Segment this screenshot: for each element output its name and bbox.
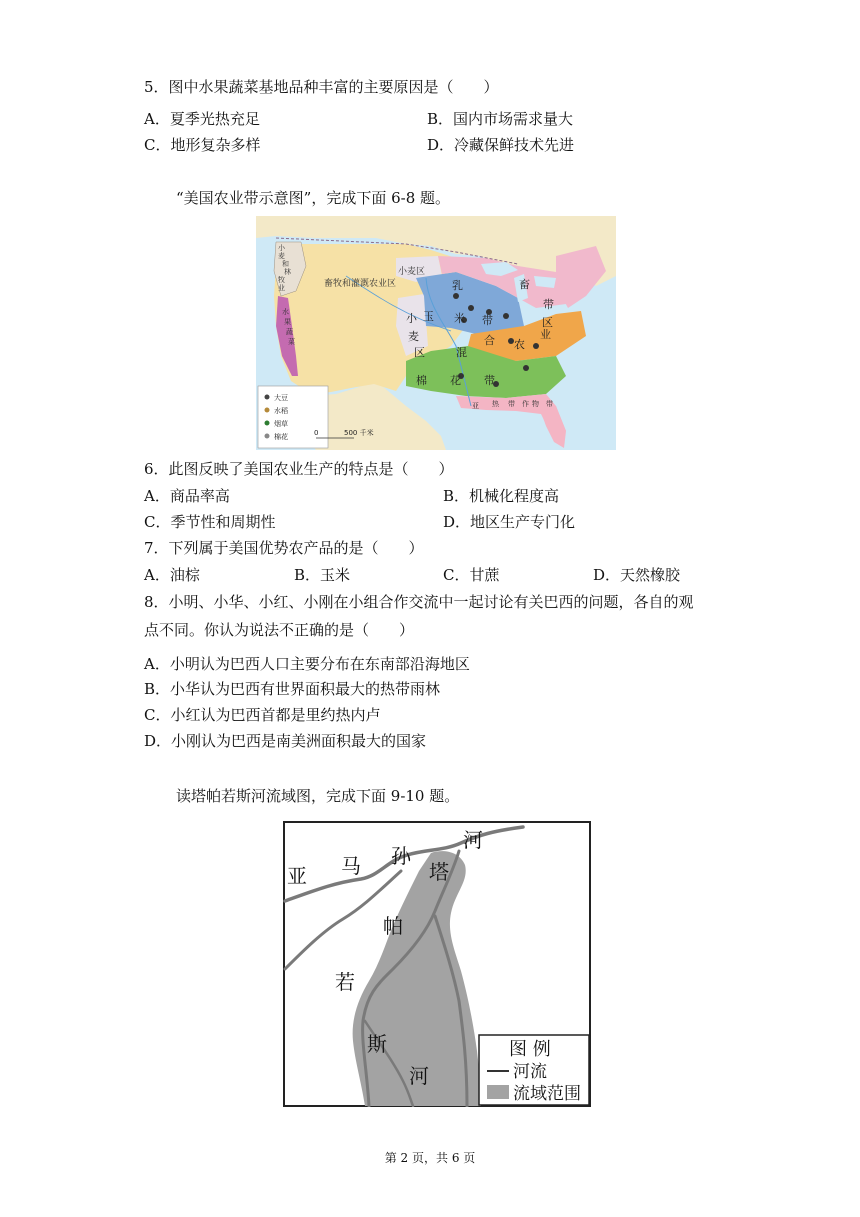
- label-tapajos-5: 河: [409, 1064, 429, 1088]
- label-dairy-3: 带: [543, 298, 554, 311]
- label-cotton-1: 棉: [416, 374, 427, 387]
- q5-option-c: C．地形复杂多样: [144, 136, 261, 154]
- q5-option-b: B．国内市场需求量大: [427, 110, 574, 128]
- label-subtropical-2: 热: [492, 400, 499, 408]
- q7-option-c: C．甘蔗: [443, 566, 500, 584]
- q5-option-d: D．冷藏保鲜技术先进: [427, 136, 575, 154]
- label-mixed-2: 合: [484, 334, 495, 347]
- label-subtropical-5: 物: [532, 400, 539, 408]
- q6-option-a: A．商品率高: [144, 487, 230, 505]
- label-corn-3: 带: [482, 314, 493, 327]
- legend-cotton: 棉花: [274, 433, 288, 441]
- label-wheat-south-1: 小: [406, 312, 417, 325]
- label-amazon-2: 马: [341, 854, 361, 878]
- label-tapajos-1: 塔: [429, 860, 449, 884]
- legend-basin: 流域范围: [513, 1084, 581, 1104]
- q8-option-b: B．小华认为巴西有世界面积最大的热带雨林: [144, 680, 441, 698]
- label-subtropical-4: 作: [522, 400, 529, 408]
- scale-zero: 0: [314, 429, 319, 437]
- q7-option-d: D．天然橡胶: [593, 566, 681, 584]
- label-mixed-4: 业: [540, 328, 551, 341]
- q8-option-a: A．小明认为巴西人口主要分布在东南部沿海地区: [144, 655, 470, 673]
- label-mixed-3: 农: [514, 338, 525, 351]
- legend-title: 图 例: [509, 1039, 551, 1060]
- label-west-wheat-1: 小: [278, 244, 285, 252]
- intro-6-8: “美国农业带示意图”，完成下面 6-8 题。: [176, 189, 451, 207]
- q5-stem: 5．图中水果蔬菜基地品种丰富的主要原因是（ ）: [144, 78, 499, 96]
- label-subtropical-6: 带: [546, 400, 553, 408]
- label-subtropical-1: 亚: [472, 402, 479, 410]
- label-corn-2: 米: [454, 312, 465, 325]
- label-amazon-4: 河: [463, 828, 483, 852]
- q8-stem-line1: 8．小明、小华、小红、小刚在小组合作交流中一起讨论有关巴西的问题，各自的观: [144, 593, 694, 611]
- label-tapajos-2: 帕: [383, 914, 403, 938]
- legend-soybean: 大豆: [274, 394, 288, 402]
- label-wheat-north: 小麦区: [398, 267, 426, 277]
- page-footer: 第 2 页，共 6 页: [384, 1151, 476, 1165]
- legend-tobacco: 烟草: [274, 420, 288, 428]
- legend-rice: 水稻: [274, 407, 288, 415]
- label-mixed-1: 混: [456, 346, 467, 359]
- q7-stem: 7．下列属于美国优势农产品的是（ ）: [144, 539, 424, 557]
- q6-option-b: B．机械化程度高: [443, 487, 560, 505]
- label-amazon-3: 孙: [391, 844, 411, 868]
- q6-option-d: D．地区生产专门化: [443, 513, 576, 531]
- label-west-fruit-1: 水: [282, 308, 289, 316]
- label-ranching: 畜牧和灌溉农业区: [324, 279, 397, 289]
- label-west-wheat-3: 和: [282, 260, 289, 268]
- q5-option-a: A．夏季光热充足: [144, 110, 260, 128]
- label-wheat-south-3: 区: [414, 346, 425, 359]
- label-tapajos-3: 若: [335, 970, 355, 994]
- scale-500km: 500 千米: [344, 429, 374, 437]
- label-west-fruit-2: 果: [284, 318, 291, 326]
- legend-river: 河流: [513, 1062, 547, 1082]
- q7-option-a: A．油棕: [144, 566, 200, 584]
- label-west-wheat-6: 业: [278, 284, 285, 292]
- q8-stem-line2: 点不同。你认为说法不正确的是（ ）: [144, 621, 415, 639]
- label-wheat-south-2: 麦: [408, 330, 419, 343]
- label-west-fruit-4: 菜: [288, 338, 295, 346]
- q6-option-c: C．季节性和周期性: [144, 513, 276, 531]
- q7-option-b: B．玉米: [294, 566, 351, 584]
- label-west-wheat-2: 麦: [278, 252, 285, 260]
- us-agriculture-map: [256, 216, 616, 450]
- q8-option-c: C．小红认为巴西首都是里约热内卢: [144, 706, 381, 724]
- q8-option-d: D．小刚认为巴西是南美洲面积最大的国家: [144, 732, 427, 750]
- label-west-wheat-4: 林: [284, 268, 291, 276]
- label-dairy-1: 乳: [452, 279, 463, 292]
- q6-stem: 6．此图反映了美国农业生产的特点是（ ）: [144, 460, 454, 478]
- intro-9-10: 读塔帕若斯河流域图，完成下面 9-10 题。: [176, 787, 460, 805]
- label-west-fruit-3: 蔬: [286, 328, 293, 336]
- label-mixed-5: 区: [542, 316, 553, 329]
- label-subtropical-3: 带: [508, 400, 515, 408]
- tapajos-basin-map: [283, 821, 591, 1107]
- label-dairy-2: 畜: [519, 278, 530, 291]
- label-tapajos-4: 斯: [367, 1032, 387, 1056]
- label-west-wheat-5: 牧: [278, 276, 285, 284]
- label-cotton-3: 带: [484, 374, 495, 387]
- label-corn-1: 玉: [423, 310, 434, 323]
- label-amazon-1: 亚: [287, 864, 307, 888]
- label-cotton-2: 花: [450, 374, 461, 387]
